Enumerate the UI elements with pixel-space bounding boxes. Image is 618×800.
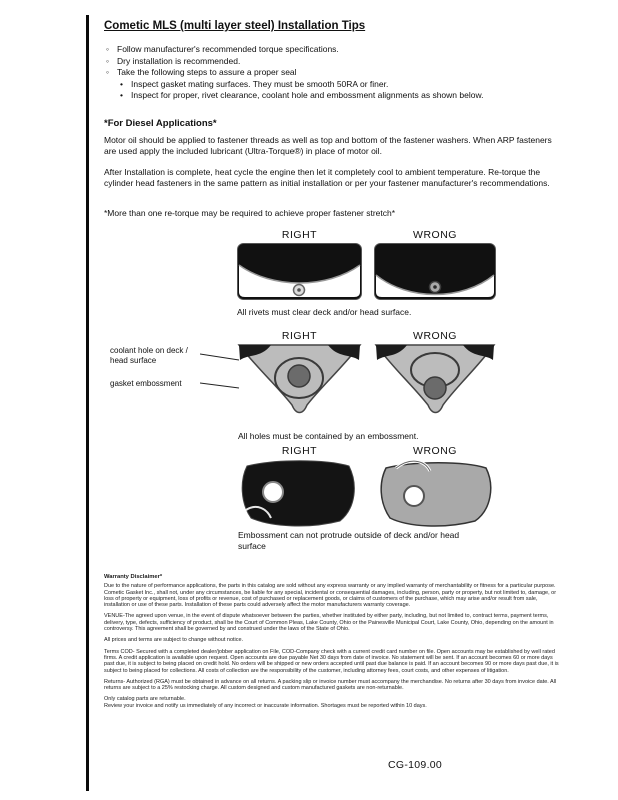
list-item-text: Follow manufacturer's recommended torque specifications. [117, 44, 339, 54]
list-item-text: Inspect gasket mating surfaces. They must be smooth 50RA or finer. [131, 78, 389, 89]
gasket-embossment-pointer-label: gasket embossment [110, 379, 182, 388]
legal-paragraph: Terms COD- Secured with a completed dealer/jobber application on File, COD-Company check with a current credit card number on file. Open accounts may be established by well rated firms. A credit application is available upon request. Open accounts are due payable Net 30 days from date of invoice. No statement will be sent. If an account becomes 60 or more days past due, it is subject to being placed on credit hold. No orders will be shipped or new orders accepted until past due balance is paid. If an account becomes 90 or more days past due, it is subject to being placed for collections. All costs of collection are the responsibility of the customer, including attorney fees, court costs, and other expenses of litigation. [104, 648, 559, 674]
right-label-row1: RIGHT [281, 229, 318, 241]
legal-paragraph: Returns- Authorized (RGA) must be obtained in advance on all returns. A packing slip or invoice number must accompany the merchandise. No returns after 30 days from invoice date. All returns are subject to a 25% restocking charge. All custom designed and custom manufactured gaskets are non-returnable. [104, 678, 557, 692]
retorque-note: *More than one re-torque may be required to achieve proper fastener stretch* [104, 208, 396, 218]
legal-paragraph: Due to the nature of performance applications, the parts in this catalog are sold without any express warranty or any implied warranty of merchantability or fitness for a particular purpose. Cometic Gasket Inc., shall not, under any circumstances, be liable for any special, incidental or consequential damages, including, person, party or property, but not limited to, damage, or loss of property or equipment, loss of profits or revenue, cost of purchased or replacement goods, or claims of customers of the purchase, which may arise and/or result from sale, installation or use of these parts. Installation of these parts could adversely affect the motor manufacturers warranty coverage. [104, 583, 557, 609]
row2-caption: All holes must be contained by an embossment. [238, 431, 419, 441]
list-item [106, 56, 578, 68]
embossment-right-diagram [237, 343, 362, 427]
coolant-hole-pointer-label: coolant hole on deck / head surface [110, 346, 188, 365]
protrusion-wrong-diagram [374, 458, 496, 528]
list-item-text: Dry installation is recommended. [117, 55, 241, 66]
list-item-text: Inspect for proper, rivet clearance, coolant hole and embossment alignments as shown below. [131, 90, 484, 101]
list-item [106, 44, 578, 56]
warranty-disclaimer [104, 574, 564, 714]
wrong-label-row1: WRONG [413, 229, 457, 241]
pointer-lines [200, 348, 240, 394]
rivet-wrong-diagram [374, 243, 496, 300]
legal-paragraph: Review your invoice and notify us immediately of any incorrect or inaccurate information. Shortages must be reported within 10 days. [104, 702, 427, 709]
wrong-label-row2: WRONG [413, 330, 457, 342]
hollow-bullet-icon: ◦ [106, 44, 110, 54]
list-item-text: Take the following steps to assure a proper seal [117, 67, 297, 78]
rivet-right-diagram [237, 243, 362, 300]
legal-paragraph: Only catalog parts are returnable. [104, 696, 186, 703]
bullet-icon: • [120, 90, 123, 101]
row1-caption: All rivets must clear deck and/or head surface. [237, 307, 412, 317]
page-title: Cometic MLS (multi layer steel) Installation Tips [104, 20, 366, 32]
right-label-row3: RIGHT [281, 445, 318, 457]
warranty-heading: Warranty Disclaimer* [104, 574, 163, 580]
right-label-row2: RIGHT [281, 330, 318, 342]
legal-paragraph: All prices and terms are subject to change without notice. [104, 637, 244, 644]
hollow-bullet-icon: ◦ [106, 55, 110, 66]
legal-paragraph: VENUE-The agreed upon venue, in the event of dispute whatsoever between the parties, whether instituted by either party, including, but not limited to, contract terms, payment terms, delivery, type, defects, sufficiency of product, shall be the Court of Common Pleas, Lake County, Ohio or the Painesville Municipal Court, Lake County, Ohio, depending on the amount in controversy. This agreement shall be governed by and construed under the laws of the State of Ohio. [104, 613, 554, 633]
list-item [106, 67, 578, 79]
catalog-page-code: CG-109.00 [388, 759, 443, 771]
bullet-icon: • [120, 78, 123, 89]
left-rule [86, 15, 89, 791]
diesel-paragraph-2: After Installation is complete, heat cycle the engine then let it completely cool to ambient temperature. Re-torque the cylinder head fasteners in the same pattern as initial installation or per your fastener manufacturer's recommendations. [104, 167, 550, 188]
protrusion-right-diagram [237, 458, 359, 528]
hollow-bullet-icon: ◦ [106, 67, 110, 78]
list-item [106, 90, 578, 102]
embossment-wrong-diagram [374, 343, 496, 427]
list-item [106, 79, 578, 91]
wrong-label-row3: WRONG [413, 445, 457, 457]
diesel-heading: *For Diesel Applications* [104, 118, 217, 129]
tips-list [106, 44, 578, 102]
row3-caption: Embossment can not protrude outside of deck and/or head surface [238, 530, 460, 551]
diesel-paragraph-1: Motor oil should be applied to fastener threads as well as top and bottom of the fastener washers. When ARP fasteners are used apply the included lubricant (Ultra-Torque®) in place of motor oil. [104, 135, 552, 156]
